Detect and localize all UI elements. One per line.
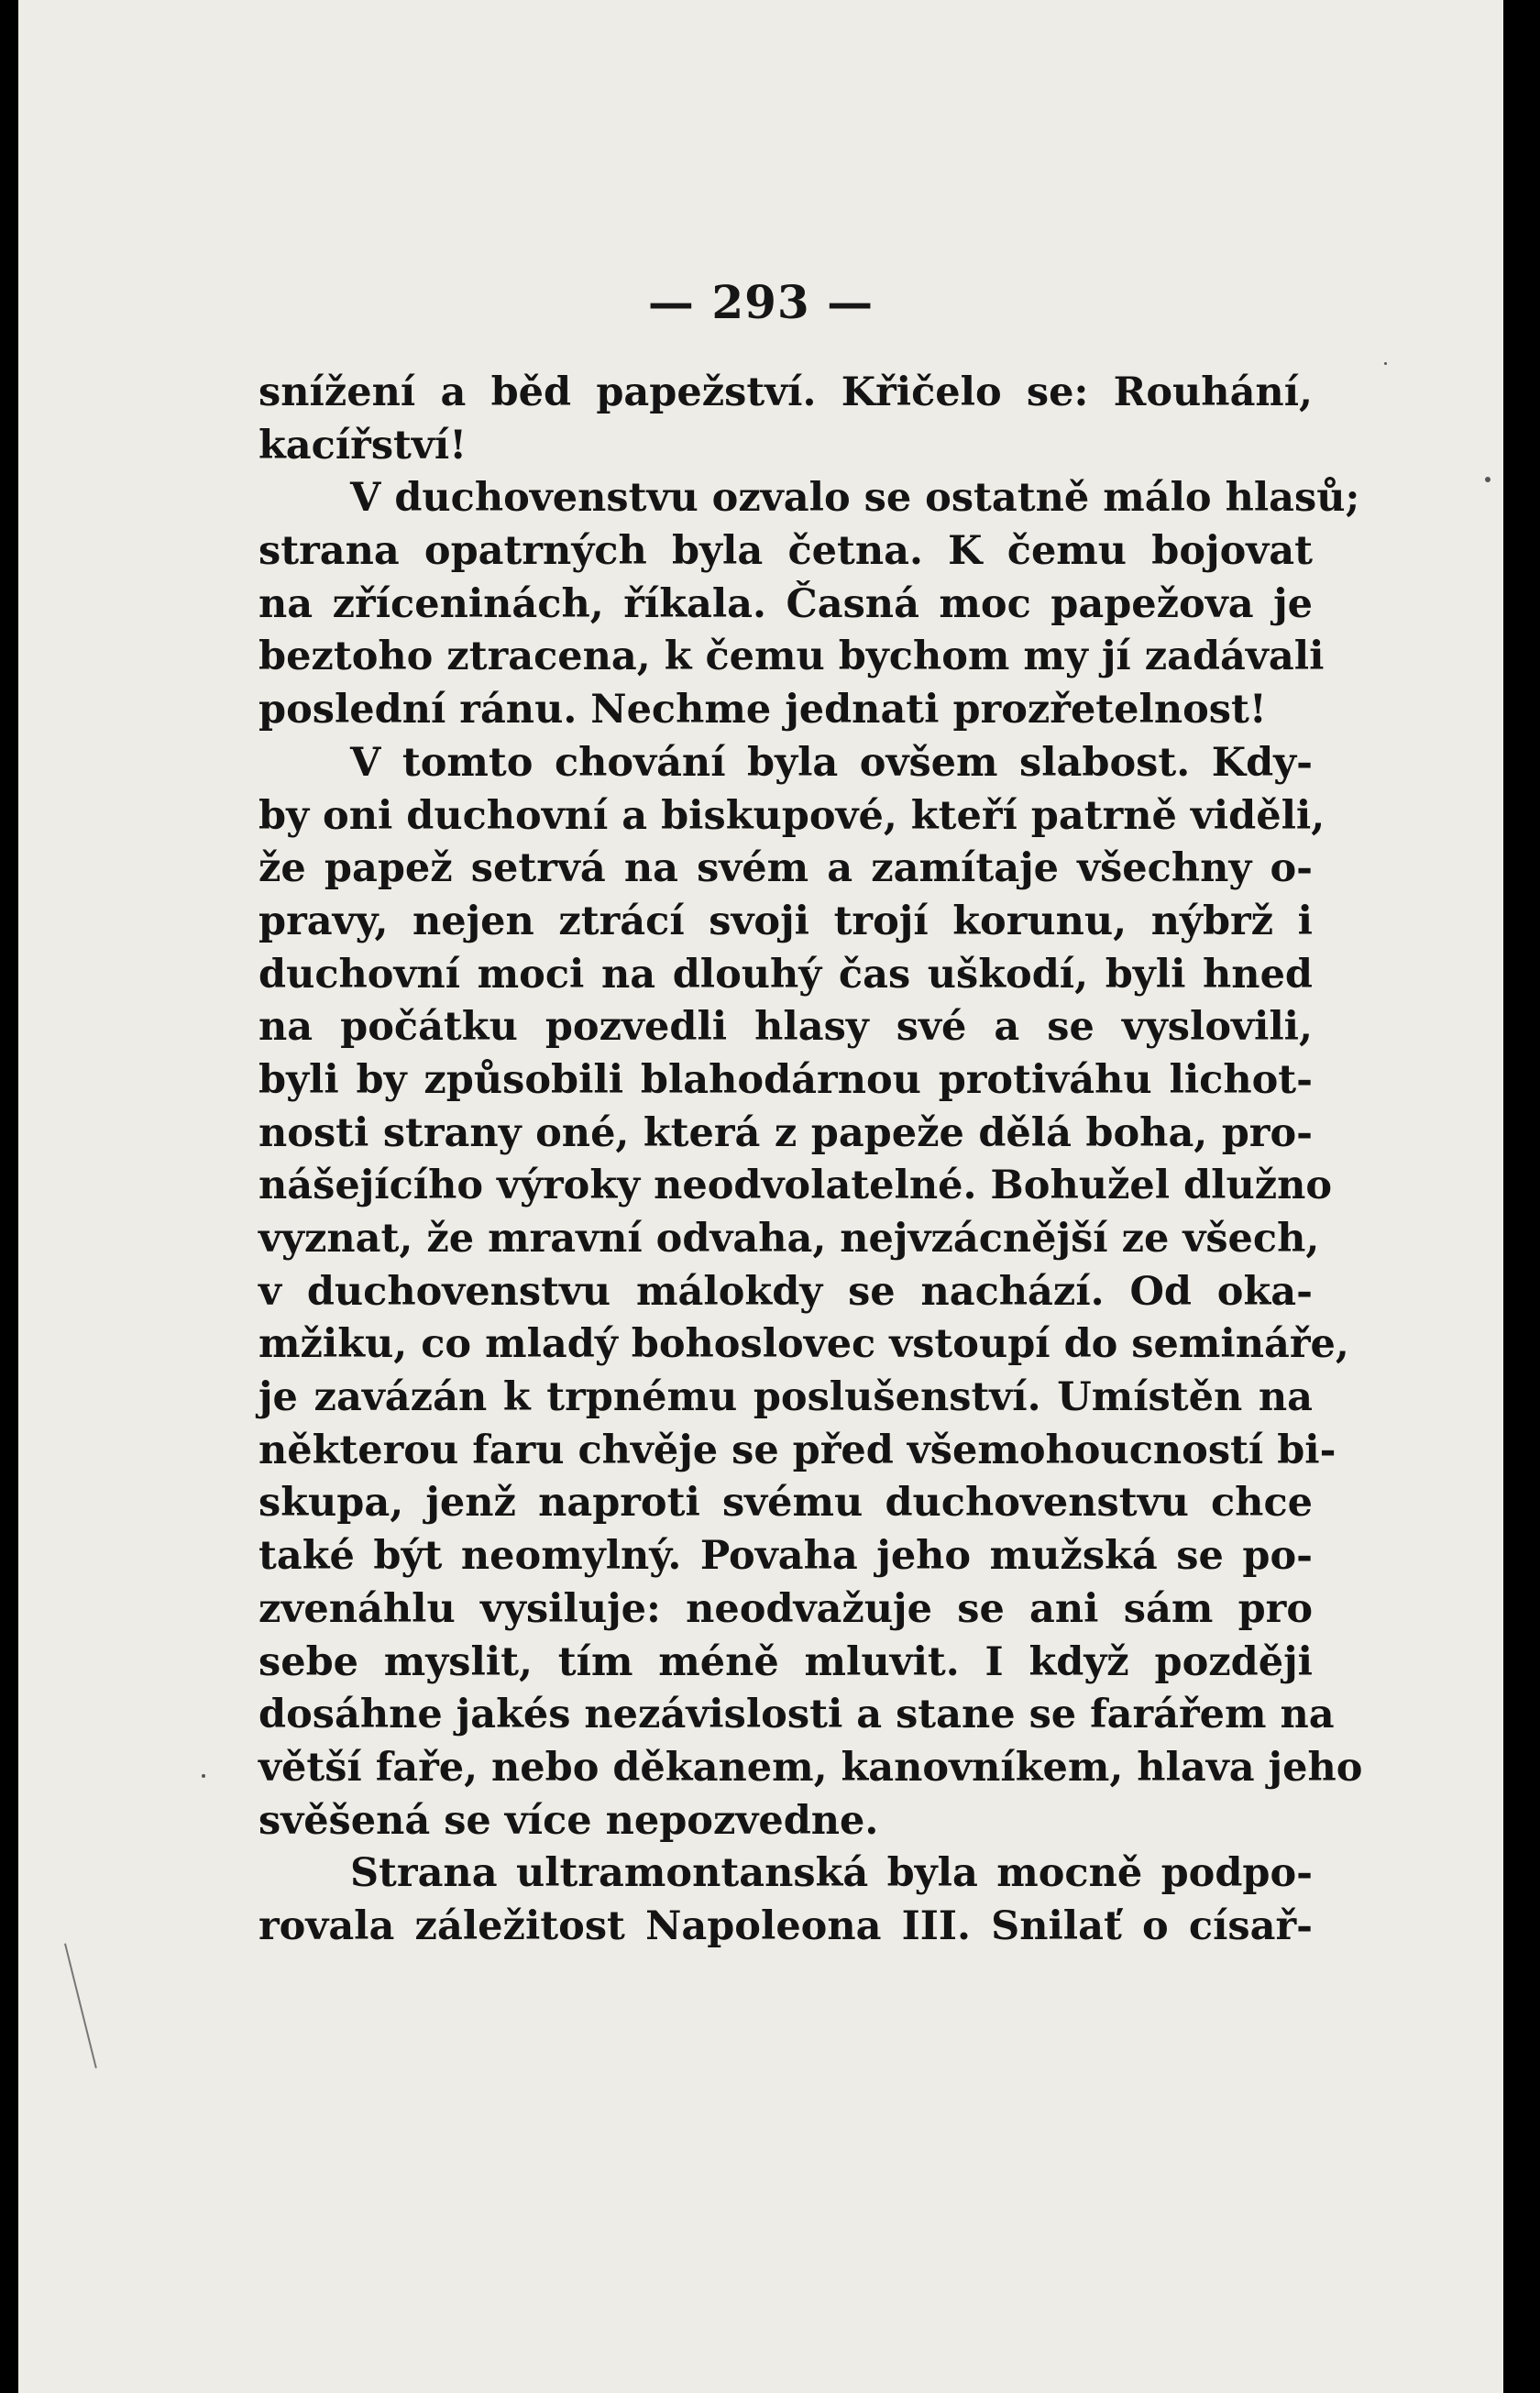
text-line: Strana ultramontanská byla mocně podpo- <box>350 1850 1313 1897</box>
text-line: mžiku, co mladý bohoslovec vstoupí do semináře, <box>258 1321 1349 1368</box>
text-line: beztoho ztracena, k čemu bychom my jí zadávali <box>258 634 1325 680</box>
text-line: nosti strany oné, která z papeže dělá boha, pro- <box>258 1109 1313 1156</box>
text-line: zvenáhlu vysiluje: neodvažuje se ani sám pro <box>258 1585 1313 1632</box>
text-line: na počátku pozvedli hlasy své a se vyslovili, <box>258 1004 1313 1051</box>
text-line: snížení a běd papežství. Křičelo se: Rouhání, <box>258 369 1313 415</box>
text-line: strana opatrných byla četna. K čemu bojovat <box>258 528 1313 575</box>
text-line: dosáhne jakés nezávislosti a stane se farářem na <box>258 1692 1335 1738</box>
text-line: V tomto chování byla ovšem slabost. Kdy- <box>350 739 1313 786</box>
text-line: byli by způsobili blahodárnou protiváhu lichot- <box>258 1056 1313 1103</box>
text-line: nášejícího výroky neodvolatelné. Bohužel dlužno <box>258 1163 1333 1209</box>
text-line: sebe myslit, tím méně mluvit. I když později <box>258 1638 1313 1685</box>
text-line: svěšená se více nepozvedne. <box>258 1797 879 1844</box>
text-line: některou faru chvěje se před všemohoucností bi- <box>258 1427 1336 1473</box>
text-line: V duchovenstvu ozvalo se ostatně málo hlasů; <box>350 475 1360 522</box>
paper-speck <box>202 1774 205 1778</box>
body-text <box>258 367 1363 1954</box>
text-line: duchovní moci na dlouhý čas uškodí, byli hned <box>258 951 1313 998</box>
text-line: skupa, jenž naproti svému duchovenstvu chce <box>258 1480 1313 1527</box>
book-page <box>18 0 1503 2393</box>
scan-border-right <box>1503 0 1540 2393</box>
paper-scratch <box>64 1944 97 2068</box>
text-line: je zavázán k trpnému poslušenství. Umístěn na <box>258 1374 1313 1421</box>
text-line: poslední ránu. Nechme jednati prozřetelnost! <box>258 687 1267 733</box>
text-line: vyznat, že mravní odvaha, nejvzácnější ze všech, <box>258 1216 1320 1262</box>
paper-speck <box>1485 477 1490 482</box>
text-line: že papež setrvá na svém a zamítaje všechny o- <box>258 845 1313 892</box>
scan-border-left <box>0 0 18 2393</box>
text-line: pravy, nejen ztrácí svoji trojí korunu, nýbrž i <box>258 898 1313 944</box>
text-line: rovala záležitost Napoleona III. Snilať o císař- <box>258 1902 1313 1949</box>
text-line: na zříceninách, říkala. Časná moc papežova je <box>258 580 1313 627</box>
text-line: větší faře, nebo děkanem, kanovníkem, hlava jeho <box>258 1744 1363 1791</box>
text-line: kacířství! <box>258 422 468 469</box>
paper-speck <box>1384 362 1387 365</box>
text-line: také být neomylný. Povaha jeho mužská se po- <box>258 1533 1313 1580</box>
text-line: by oni duchovní a biskupové, kteří patrně viděli, <box>258 792 1326 839</box>
page-number: — 293 — <box>647 275 874 329</box>
text-line: v duchovenstvu málokdy se nachází. Od oka- <box>258 1268 1313 1315</box>
